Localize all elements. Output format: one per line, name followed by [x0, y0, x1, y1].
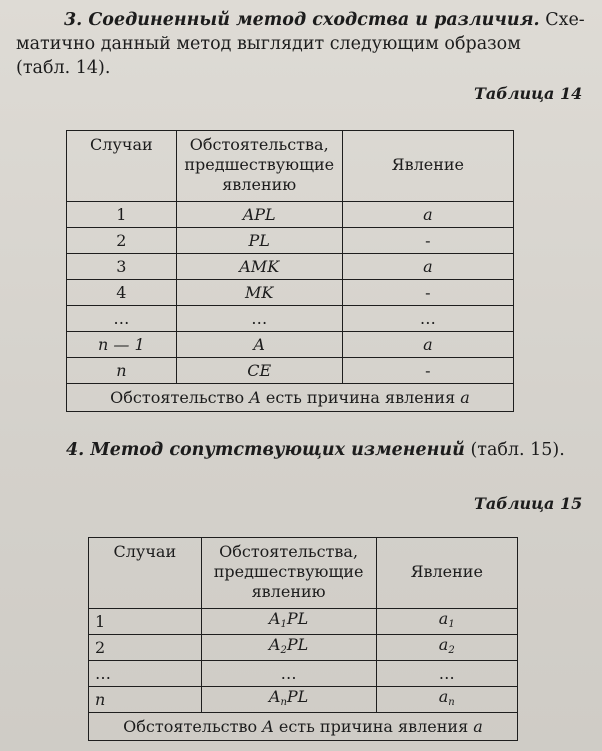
table-14-header-row [67, 131, 514, 202]
table-15-header-line-2: предшествующие [213, 562, 364, 581]
table-14 [66, 130, 514, 412]
table-row [67, 358, 514, 384]
section-4-paragraph [66, 438, 586, 462]
table-row [67, 202, 514, 228]
table-14-footer [67, 384, 514, 412]
table-15-header-phenomenon: Явление [376, 538, 517, 609]
table-15-footer-text-2: есть причина явления [273, 716, 474, 736]
table-14-header-line-2: предшествующие [184, 155, 335, 174]
table-row [67, 228, 514, 254]
table-row [89, 661, 518, 687]
table-15-cell-case: 2 [89, 635, 202, 661]
table-15-cell-circumstances: … [201, 661, 376, 687]
table-14-cell-circumstances: CE [176, 358, 342, 384]
table-14-cell-phenomenon: a [342, 254, 513, 280]
table-14-caption: Таблица 14 [474, 84, 583, 103]
table-15-header-circumstances [201, 538, 376, 609]
table-14-cell-case: 2 [67, 228, 177, 254]
table-15-cell-case: n [89, 687, 202, 713]
table-14-cell-circumstances: … [176, 306, 342, 332]
table-15-cell-circumstances: $A_1PL$ [201, 609, 376, 635]
table-14-cell-case: 4 [67, 280, 177, 306]
table-14-cell-phenomenon: a [342, 202, 513, 228]
section-3-line-3: (табл. 14). [16, 58, 111, 78]
table-14-cell-phenomenon: … [342, 306, 513, 332]
section-3-paragraph [16, 8, 586, 80]
table-15-footer-A: A [262, 716, 274, 736]
table-14-header-cases: Случаи [67, 131, 177, 202]
table-15-header-cases: Случаи [89, 538, 202, 609]
table-15-cell-phenomenon: … [376, 661, 517, 687]
table-14-header-line-3: явлению [222, 175, 297, 194]
table-15-cell-phenomenon: $a_n$ [376, 687, 517, 713]
table-15-cell-phenomenon: $a_2$ [376, 635, 517, 661]
table-row [67, 306, 514, 332]
section-4-rest: (табл. 15). [464, 440, 565, 460]
table-15-header-line-1: Обстоятельства, [219, 542, 359, 561]
table-14-cell-circumstances: MK [176, 280, 342, 306]
section-4-heading: 4. Метод сопутствующих изменений [66, 440, 465, 460]
table-row [89, 609, 518, 635]
table-row [89, 687, 518, 713]
table-15-footer [89, 713, 518, 741]
table-14-cell-circumstances: AMK [176, 254, 342, 280]
table-14-cell-circumstances: A [176, 332, 342, 358]
table-15-cell-case: … [89, 661, 202, 687]
section-3-line-1-rest: Схе- [539, 10, 585, 30]
table-14-footer-row [67, 384, 514, 412]
table-14-cell-case: … [67, 306, 177, 332]
table-14-footer-a: a [460, 387, 470, 407]
table-14-footer-A: A [249, 387, 261, 407]
table-15-cell-phenomenon: $a_1$ [376, 609, 517, 635]
table-14-footer-text-2: есть причина явления [260, 387, 461, 407]
table-15-caption: Таблица 15 [474, 494, 583, 513]
table-14-cell-phenomenon: - [342, 358, 513, 384]
table-row [67, 254, 514, 280]
table-14-cell-case: 1 [67, 202, 177, 228]
table-15-cell-circumstances: $A_2PL$ [201, 635, 376, 661]
section-3-line-1 [16, 8, 586, 32]
table-14-header-line-1: Обстоятельства, [189, 135, 329, 154]
table-14-cell-circumstances: PL [176, 228, 342, 254]
table-15-footer-row [89, 713, 518, 741]
table-14-cell-circumstances: APL [176, 202, 342, 228]
table-14-cell-phenomenon: - [342, 280, 513, 306]
table-15-footer-text-1: Обстоятельство [123, 716, 263, 736]
section-3-line-2: матично данный метод выглядит следующим образом [16, 34, 521, 54]
table-15 [88, 537, 518, 741]
table-14-cell-case: n [67, 358, 177, 384]
table-14-cell-phenomenon: - [342, 228, 513, 254]
table-row [67, 280, 514, 306]
table-15-footer-a: a [473, 716, 483, 736]
table-row [67, 332, 514, 358]
table-14-header-phenomenon: Явление [342, 131, 513, 202]
table-15-header-line-3: явлению [251, 582, 326, 601]
table-14-cell-case: 3 [67, 254, 177, 280]
table-14-footer-text-1: Обстоятельство [110, 387, 250, 407]
table-row [89, 635, 518, 661]
table-14-cell-case: n — 1 [67, 332, 177, 358]
table-14-header-circumstances [176, 131, 342, 202]
table-15-header-row [89, 538, 518, 609]
section-3-heading: 3. Соединенный метод сходства и различия. [64, 10, 540, 30]
table-15-cell-case: 1 [89, 609, 202, 635]
table-15-cell-circumstances: $A_nPL$ [201, 687, 376, 713]
table-14-cell-phenomenon: a [342, 332, 513, 358]
